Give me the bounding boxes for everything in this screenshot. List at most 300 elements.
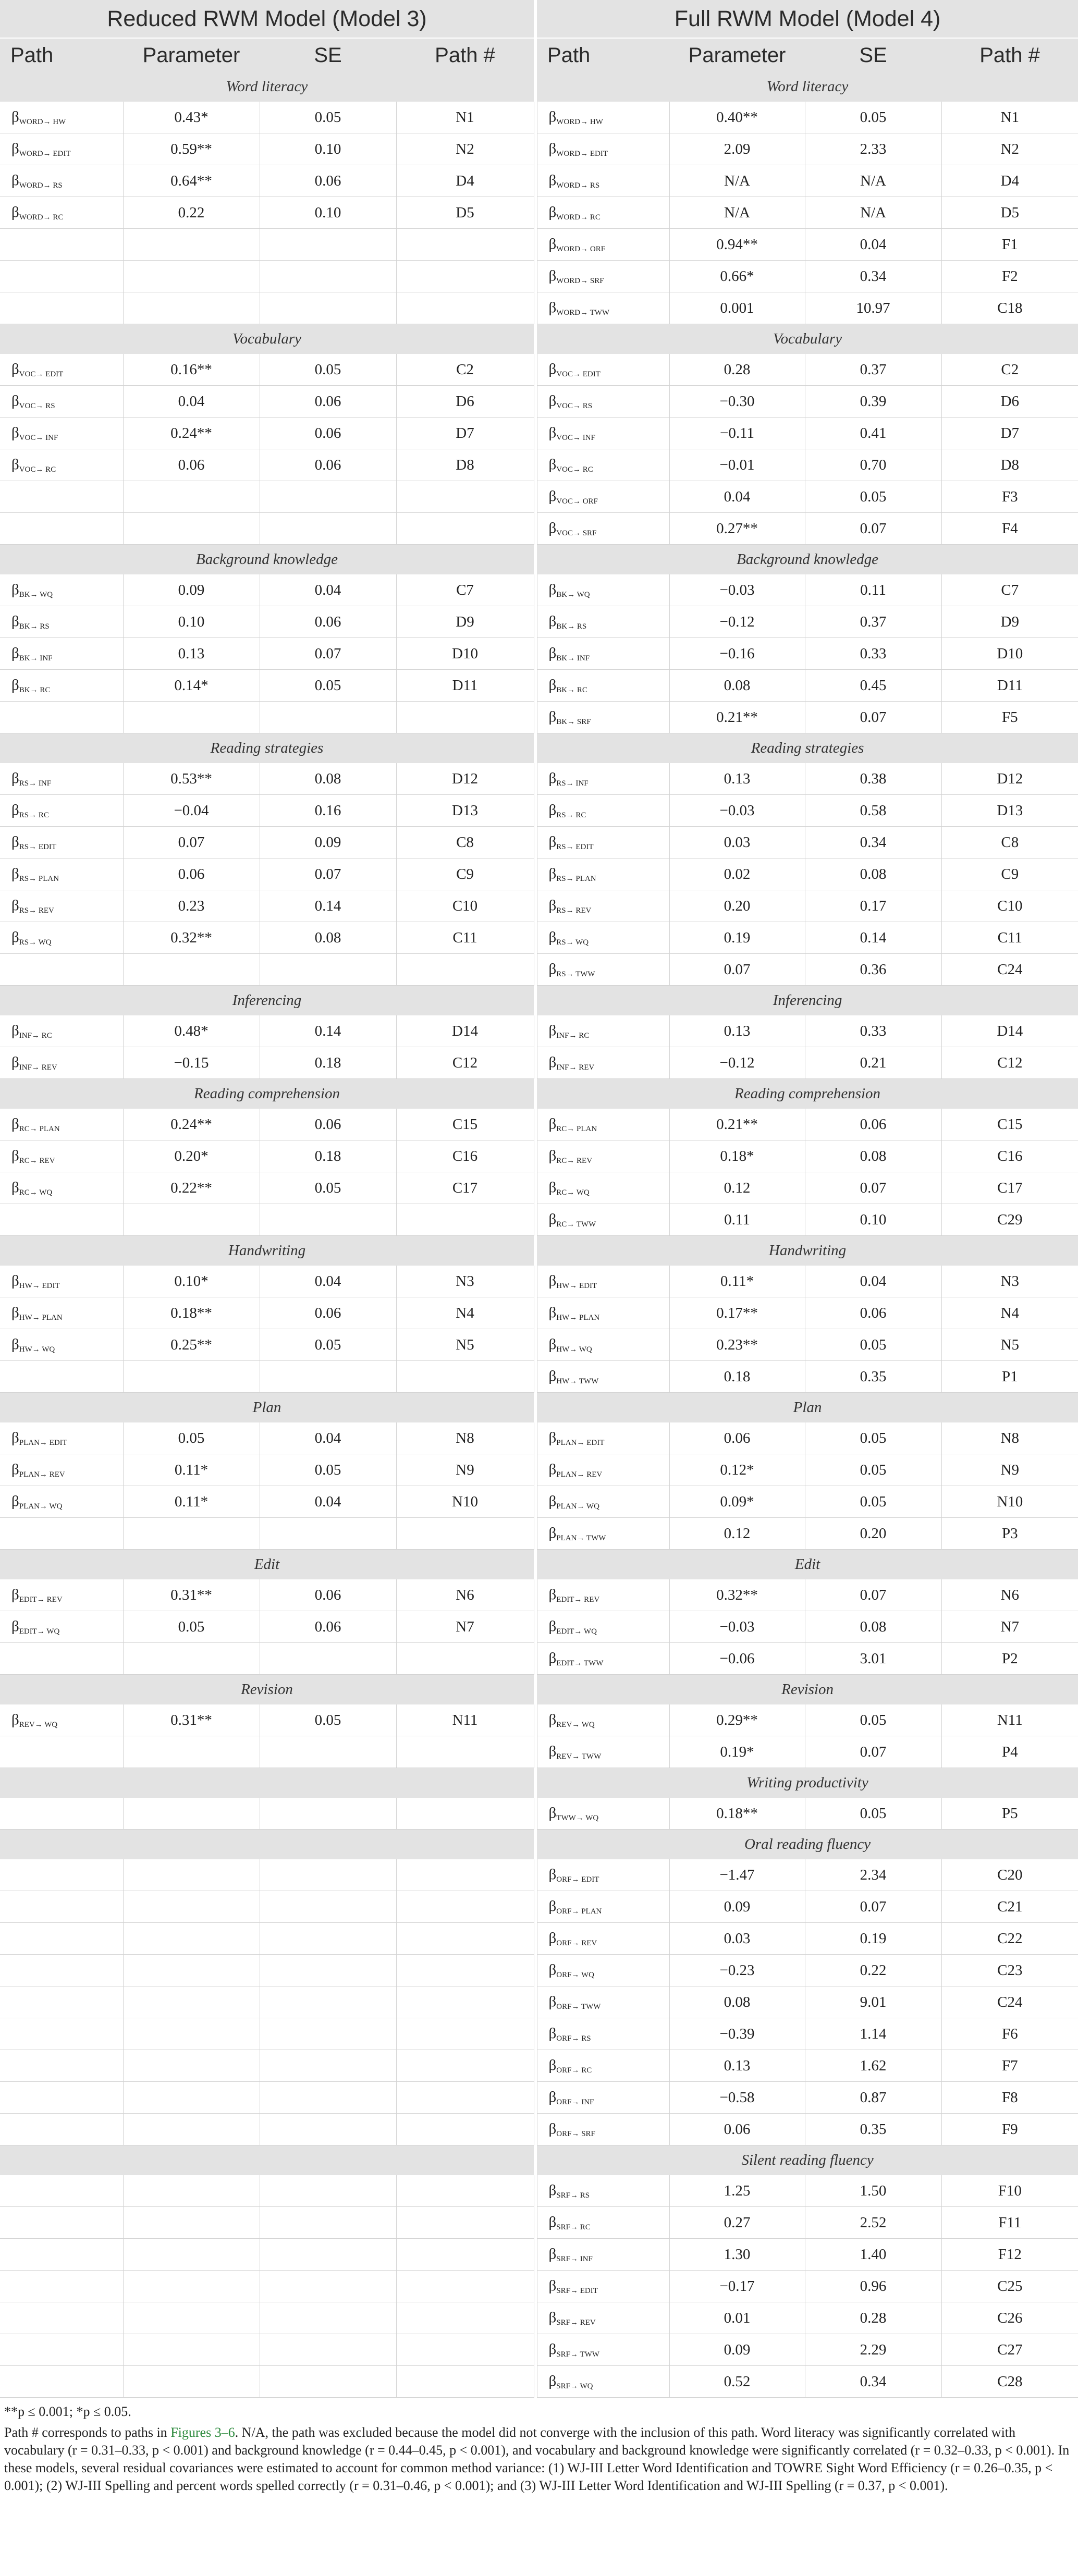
path-cell: $\beta_{REV\to TWW}$ bbox=[537, 1736, 669, 1768]
pathnum-cell: C12 bbox=[941, 1047, 1078, 1079]
se-cell bbox=[260, 292, 396, 324]
parameter-cell bbox=[123, 2082, 260, 2114]
se-cell: 1.14 bbox=[805, 2018, 941, 2050]
section-title-left bbox=[0, 1768, 534, 1798]
table-row bbox=[0, 1986, 1078, 2018]
parameter-cell: 0.94** bbox=[669, 229, 805, 261]
path-cell bbox=[0, 1923, 123, 1955]
section-title-right: Background knowledge bbox=[537, 545, 1078, 575]
section-header-row bbox=[0, 1236, 1078, 1266]
se-cell bbox=[260, 1518, 396, 1550]
section-title-left: Reading strategies bbox=[0, 733, 534, 764]
pathnum-cell: N11 bbox=[941, 1704, 1078, 1736]
table-row bbox=[0, 481, 1078, 513]
pathnum-cell: D4 bbox=[396, 165, 534, 197]
parameter-cell: 0.27** bbox=[669, 513, 805, 545]
parameter-cell: 0.31** bbox=[123, 1579, 260, 1611]
table-row bbox=[0, 606, 1078, 638]
pathnum-cell: C10 bbox=[941, 890, 1078, 922]
se-cell: 0.34 bbox=[805, 827, 941, 858]
se-cell: 0.05 bbox=[805, 1704, 941, 1736]
parameter-cell: 0.11 bbox=[669, 1204, 805, 1236]
pathnum-cell: F10 bbox=[941, 2175, 1078, 2207]
path-cell: $\beta_{PLAN\to TWW}$ bbox=[537, 1518, 669, 1550]
pathnum-cell: N6 bbox=[941, 1579, 1078, 1611]
path-cell: $\beta_{PLAN\to EDIT}$ bbox=[0, 1422, 123, 1454]
se-cell: 9.01 bbox=[805, 1986, 941, 2018]
table-row bbox=[0, 890, 1078, 922]
table-row bbox=[0, 354, 1078, 386]
parameter-cell: 0.01 bbox=[669, 2302, 805, 2334]
table-row bbox=[0, 1204, 1078, 1236]
se-cell: 0.37 bbox=[805, 354, 941, 386]
parameter-cell: 0.18 bbox=[669, 1361, 805, 1393]
pathnum-cell bbox=[396, 2207, 534, 2239]
parameter-cell bbox=[123, 2302, 260, 2334]
parameter-cell: 0.08 bbox=[669, 670, 805, 702]
pathnum-cell: N9 bbox=[941, 1454, 1078, 1486]
table-row bbox=[0, 1486, 1078, 1518]
path-cell: $\beta_{RS\to PLAN}$ bbox=[0, 858, 123, 890]
pathnum-cell: C7 bbox=[396, 574, 534, 606]
path-cell: $\beta_{VOC\to RC}$ bbox=[0, 449, 123, 481]
se-cell: 0.06 bbox=[260, 418, 396, 449]
section-title-left: Inferencing bbox=[0, 986, 534, 1016]
se-cell: 0.34 bbox=[805, 261, 941, 292]
path-cell bbox=[0, 513, 123, 545]
path-cell: $\beta_{ORF\to INF}$ bbox=[537, 2082, 669, 2114]
section-header-row bbox=[0, 324, 1078, 354]
parameter-cell: 0.10* bbox=[123, 1266, 260, 1297]
table-row bbox=[0, 2018, 1078, 2050]
path-cell: $\beta_{RC\to TWW}$ bbox=[537, 1204, 669, 1236]
parameter-cell: 0.28 bbox=[669, 354, 805, 386]
parameter-cell: −0.06 bbox=[669, 1643, 805, 1675]
path-cell: $\beta_{VOC\to RC}$ bbox=[537, 449, 669, 481]
parameter-cell: 0.17** bbox=[669, 1297, 805, 1329]
se-cell: 0.10 bbox=[260, 133, 396, 165]
parameter-cell bbox=[123, 1361, 260, 1393]
se-cell: 0.39 bbox=[805, 386, 941, 418]
se-cell: 0.06 bbox=[260, 1297, 396, 1329]
se-cell: 0.70 bbox=[805, 449, 941, 481]
path-cell: $\beta_{HW\to WQ}$ bbox=[537, 1329, 669, 1361]
section-header-row bbox=[0, 1550, 1078, 1580]
se-cell: 0.10 bbox=[260, 197, 396, 229]
se-cell: N/A bbox=[805, 165, 941, 197]
table-row bbox=[0, 1923, 1078, 1955]
path-cell bbox=[0, 2175, 123, 2207]
path-cell: $\beta_{INF\to REV}$ bbox=[0, 1047, 123, 1079]
pathnum-cell: F1 bbox=[941, 229, 1078, 261]
path-cell: $\beta_{REV\to WQ}$ bbox=[0, 1704, 123, 1736]
model4-title: Full RWM Model (Model 4) bbox=[537, 0, 1078, 38]
se-cell: 0.35 bbox=[805, 2114, 941, 2145]
se-cell: 0.96 bbox=[805, 2271, 941, 2302]
se-cell: 0.58 bbox=[805, 795, 941, 827]
se-cell: 0.11 bbox=[805, 574, 941, 606]
section-header-row bbox=[0, 733, 1078, 764]
se-cell bbox=[260, 2018, 396, 2050]
path-cell: $\beta_{RS\to REV}$ bbox=[537, 890, 669, 922]
se-cell: 2.33 bbox=[805, 133, 941, 165]
se-cell: 3.01 bbox=[805, 1643, 941, 1675]
pathnum-cell: C17 bbox=[396, 1172, 534, 1204]
parameter-cell: 0.11* bbox=[123, 1486, 260, 1518]
pathnum-cell bbox=[396, 2302, 534, 2334]
parameter-cell bbox=[123, 2239, 260, 2271]
path-cell: $\beta_{SRF\to EDIT}$ bbox=[537, 2271, 669, 2302]
parameter-cell: 0.53** bbox=[123, 763, 260, 795]
pathnum-cell: P4 bbox=[941, 1736, 1078, 1768]
path-cell: $\beta_{INF\to RC}$ bbox=[537, 1015, 669, 1047]
path-cell bbox=[0, 954, 123, 986]
section-title-left: Word literacy bbox=[0, 72, 534, 102]
table-row bbox=[0, 2207, 1078, 2239]
section-title-left: Background knowledge bbox=[0, 545, 534, 575]
parameter-cell: −0.11 bbox=[669, 418, 805, 449]
se-cell: 0.05 bbox=[805, 481, 941, 513]
path-cell: $\beta_{VOC\to EDIT}$ bbox=[537, 354, 669, 386]
path-cell: $\beta_{HW\to PLAN}$ bbox=[0, 1297, 123, 1329]
parameter-cell: 1.25 bbox=[669, 2175, 805, 2207]
se-cell: 0.06 bbox=[805, 1109, 941, 1140]
se-cell: 0.07 bbox=[805, 1891, 941, 1923]
se-cell: 0.06 bbox=[260, 449, 396, 481]
se-cell: 0.35 bbox=[805, 1361, 941, 1393]
parameter-cell bbox=[123, 1204, 260, 1236]
table-row bbox=[0, 670, 1078, 702]
parameter-cell bbox=[123, 1891, 260, 1923]
parameter-cell: 0.09* bbox=[669, 1486, 805, 1518]
path-cell bbox=[0, 1518, 123, 1550]
parameter-cell: 0.21** bbox=[669, 1109, 805, 1140]
pathnum-cell: D6 bbox=[941, 386, 1078, 418]
path-cell: $\beta_{ORF\to SRF}$ bbox=[537, 2114, 669, 2145]
path-cell: $\beta_{EDIT\to TWW}$ bbox=[537, 1643, 669, 1675]
se-cell: 0.28 bbox=[805, 2302, 941, 2334]
path-cell: $\beta_{BK\to RC}$ bbox=[537, 670, 669, 702]
parameter-cell: −1.47 bbox=[669, 1859, 805, 1891]
col-pathnum-right: Path # bbox=[941, 38, 1078, 72]
path-cell bbox=[0, 2114, 123, 2145]
path-cell bbox=[0, 2082, 123, 2114]
table-row bbox=[0, 1329, 1078, 1361]
pathnum-cell: C11 bbox=[941, 922, 1078, 954]
table-row bbox=[0, 1454, 1078, 1486]
pathnum-cell: P5 bbox=[941, 1798, 1078, 1830]
path-cell bbox=[0, 1986, 123, 2018]
table-row bbox=[0, 922, 1078, 954]
parameter-cell: 0.13 bbox=[669, 2050, 805, 2082]
pathnum-cell bbox=[396, 513, 534, 545]
se-cell: 2.34 bbox=[805, 1859, 941, 1891]
table-row bbox=[0, 1297, 1078, 1329]
section-title-left: Handwriting bbox=[0, 1236, 534, 1266]
pathnum-cell: P3 bbox=[941, 1518, 1078, 1550]
pathnum-cell: D13 bbox=[941, 795, 1078, 827]
parameter-cell: 0.25** bbox=[123, 1329, 260, 1361]
table-row bbox=[0, 1704, 1078, 1736]
parameter-cell: −0.15 bbox=[123, 1047, 260, 1079]
parameter-cell: 0.64** bbox=[123, 165, 260, 197]
path-cell: $\beta_{VOC\to EDIT}$ bbox=[0, 354, 123, 386]
path-cell: $\beta_{BK\to RS}$ bbox=[0, 606, 123, 638]
pathnum-cell bbox=[396, 2114, 534, 2145]
pathnum-cell bbox=[396, 2082, 534, 2114]
se-cell: 0.06 bbox=[260, 1579, 396, 1611]
section-title-right: Silent reading fluency bbox=[537, 2145, 1078, 2176]
col-parameter-right: Parameter bbox=[669, 38, 805, 72]
pathnum-cell: C15 bbox=[941, 1109, 1078, 1140]
col-se-left: SE bbox=[260, 38, 396, 72]
pathnum-cell: N7 bbox=[941, 1611, 1078, 1643]
path-cell: $\beta_{VOC\to ORF}$ bbox=[537, 481, 669, 513]
se-cell: 0.04 bbox=[260, 1422, 396, 1454]
section-header-row bbox=[0, 2145, 1078, 2176]
se-cell: 0.08 bbox=[260, 922, 396, 954]
path-cell: $\beta_{VOC\to RS}$ bbox=[0, 386, 123, 418]
path-cell bbox=[0, 2271, 123, 2302]
table-row bbox=[0, 1579, 1078, 1611]
se-cell: 0.34 bbox=[805, 2366, 941, 2398]
pathnum-cell: C25 bbox=[941, 2271, 1078, 2302]
pathnum-cell: C8 bbox=[396, 827, 534, 858]
parameter-cell: −0.03 bbox=[669, 1611, 805, 1643]
se-cell: 0.05 bbox=[260, 1172, 396, 1204]
pathnum-cell: N8 bbox=[396, 1422, 534, 1454]
table-row bbox=[0, 954, 1078, 986]
table-row bbox=[0, 2050, 1078, 2082]
table-row bbox=[0, 1015, 1078, 1047]
parameter-cell bbox=[123, 481, 260, 513]
section-title-right: Plan bbox=[537, 1393, 1078, 1423]
parameter-cell bbox=[123, 1955, 260, 1986]
parameter-cell: 0.23 bbox=[123, 890, 260, 922]
se-cell: 0.33 bbox=[805, 1015, 941, 1047]
col-parameter-left: Parameter bbox=[123, 38, 260, 72]
table-row bbox=[0, 513, 1078, 545]
path-cell: $\beta_{BK\to SRF}$ bbox=[537, 702, 669, 733]
path-cell: $\beta_{HW\to PLAN}$ bbox=[537, 1297, 669, 1329]
se-cell: 0.05 bbox=[260, 1454, 396, 1486]
se-cell: 0.04 bbox=[805, 229, 941, 261]
path-cell: $\beta_{EDIT\to REV}$ bbox=[537, 1579, 669, 1611]
se-cell: 0.08 bbox=[805, 1611, 941, 1643]
pathnum-cell: D11 bbox=[396, 670, 534, 702]
pathnum-cell: F11 bbox=[941, 2207, 1078, 2239]
pathnum-cell bbox=[396, 1518, 534, 1550]
significance-note: **p ≤ 0.001; *p ≤ 0.05. bbox=[4, 2404, 131, 2419]
parameter-cell bbox=[123, 2114, 260, 2145]
pathnum-cell: N5 bbox=[941, 1329, 1078, 1361]
se-cell bbox=[260, 954, 396, 986]
pathnum-cell: N8 bbox=[941, 1422, 1078, 1454]
pathnum-cell: D14 bbox=[941, 1015, 1078, 1047]
pathnum-cell: N1 bbox=[941, 102, 1078, 133]
table-row bbox=[0, 574, 1078, 606]
pathnum-cell: C16 bbox=[941, 1140, 1078, 1172]
pathnum-cell: D10 bbox=[941, 638, 1078, 670]
pathnum-cell: C26 bbox=[941, 2302, 1078, 2334]
parameter-cell: 1.30 bbox=[669, 2239, 805, 2271]
se-cell bbox=[260, 481, 396, 513]
se-cell: 0.06 bbox=[260, 606, 396, 638]
se-cell: 0.05 bbox=[805, 1486, 941, 1518]
pathnum-cell: C12 bbox=[396, 1047, 534, 1079]
pathnum-cell: C9 bbox=[941, 858, 1078, 890]
se-cell: 0.05 bbox=[805, 1329, 941, 1361]
parameter-cell: 0.04 bbox=[669, 481, 805, 513]
parameter-cell: 0.06 bbox=[123, 449, 260, 481]
section-header-row bbox=[0, 1675, 1078, 1705]
path-cell: $\beta_{RS\to RC}$ bbox=[537, 795, 669, 827]
table-row bbox=[0, 449, 1078, 481]
path-cell bbox=[0, 292, 123, 324]
path-cell: $\beta_{WORD\to TWW}$ bbox=[537, 292, 669, 324]
pathnum-cell: C2 bbox=[396, 354, 534, 386]
table-row bbox=[0, 827, 1078, 858]
parameter-cell: 0.13 bbox=[669, 763, 805, 795]
pathnum-cell: D11 bbox=[941, 670, 1078, 702]
parameter-cell: 0.07 bbox=[123, 827, 260, 858]
path-cell: $\beta_{HW\to TWW}$ bbox=[537, 1361, 669, 1393]
table-row bbox=[0, 292, 1078, 324]
se-cell: 0.20 bbox=[805, 1518, 941, 1550]
parameter-cell: 0.20 bbox=[669, 890, 805, 922]
path-cell: $\beta_{BK\to WQ}$ bbox=[537, 574, 669, 606]
se-cell: 0.04 bbox=[260, 1266, 396, 1297]
path-cell: $\beta_{PLAN\to EDIT}$ bbox=[537, 1422, 669, 1454]
pathnum-cell: C23 bbox=[941, 1955, 1078, 1986]
path-cell: $\beta_{RS\to EDIT}$ bbox=[537, 827, 669, 858]
table-row bbox=[0, 1643, 1078, 1675]
parameter-cell: N/A bbox=[669, 165, 805, 197]
parameter-cell: 0.07 bbox=[669, 954, 805, 986]
pathnum-cell: F5 bbox=[941, 702, 1078, 733]
parameter-cell: 0.09 bbox=[669, 1891, 805, 1923]
parameter-cell: 0.12 bbox=[669, 1518, 805, 1550]
parameter-cell: −0.30 bbox=[669, 386, 805, 418]
path-cell: $\beta_{ORF\to PLAN}$ bbox=[537, 1891, 669, 1923]
se-cell: 0.05 bbox=[805, 1422, 941, 1454]
table-row bbox=[0, 386, 1078, 418]
table-row bbox=[0, 763, 1078, 795]
path-cell bbox=[0, 261, 123, 292]
path-cell bbox=[0, 2366, 123, 2398]
pathnum-cell: C24 bbox=[941, 1986, 1078, 2018]
parameter-cell: −0.12 bbox=[669, 1047, 805, 1079]
se-cell: 0.06 bbox=[260, 386, 396, 418]
parameter-cell: 0.48* bbox=[123, 1015, 260, 1047]
pathnum-cell bbox=[396, 229, 534, 261]
pathnum-cell: F9 bbox=[941, 2114, 1078, 2145]
se-cell: 0.08 bbox=[260, 763, 396, 795]
parameter-cell: 0.13 bbox=[123, 638, 260, 670]
pathnum-cell bbox=[396, 2366, 534, 2398]
path-cell: $\beta_{SRF\to RC}$ bbox=[537, 2207, 669, 2239]
parameter-cell bbox=[123, 2207, 260, 2239]
se-cell: 0.19 bbox=[805, 1923, 941, 1955]
parameter-cell: 0.18** bbox=[669, 1798, 805, 1830]
parameter-cell bbox=[123, 261, 260, 292]
path-cell: $\beta_{RS\to REV}$ bbox=[0, 890, 123, 922]
parameter-cell: 0.14* bbox=[123, 670, 260, 702]
path-cell: $\beta_{PLAN\to REV}$ bbox=[0, 1454, 123, 1486]
parameter-cell: −0.04 bbox=[123, 795, 260, 827]
path-cell: $\beta_{RC\to REV}$ bbox=[537, 1140, 669, 1172]
se-cell: 0.14 bbox=[805, 922, 941, 954]
section-title-right: Word literacy bbox=[537, 72, 1078, 102]
parameter-cell bbox=[123, 2334, 260, 2366]
se-cell: 0.05 bbox=[805, 1798, 941, 1830]
parameter-cell bbox=[123, 954, 260, 986]
parameter-cell: N/A bbox=[669, 197, 805, 229]
parameter-cell: 0.02 bbox=[669, 858, 805, 890]
table-row bbox=[0, 2271, 1078, 2302]
parameter-cell: 0.19 bbox=[669, 922, 805, 954]
parameter-cell: 0.13 bbox=[669, 1015, 805, 1047]
table-row bbox=[0, 2114, 1078, 2145]
se-cell: 0.22 bbox=[805, 1955, 941, 1986]
parameter-cell: 0.19* bbox=[669, 1736, 805, 1768]
parameter-cell: 0.18** bbox=[123, 1297, 260, 1329]
parameter-cell bbox=[123, 2175, 260, 2207]
se-cell: 0.04 bbox=[805, 1266, 941, 1297]
table-row bbox=[0, 638, 1078, 670]
path-cell: $\beta_{RC\to WQ}$ bbox=[0, 1172, 123, 1204]
parameter-cell: 0.52 bbox=[669, 2366, 805, 2398]
pathnum-cell: D5 bbox=[941, 197, 1078, 229]
footnote: Path # corresponds to paths in Figures 3–6. N/A, the path was excluded because the model did not converge with the inclusion of this path. Word literacy was significantly correlated with vocabulary (r = 0.31–0.33, p < 0.001) and background knowledge (r = 0.44–0.45, p < 0.001), and vocabulary and background knowledge were significantly correlated (r = 0.32–0.33, p < 0.001). In these models, several residual covariances were estimated to account for common method variance: (1) WJ-III Letter Word Identification and TOWRE Sight Word Efficiency (r = 0.26–0.35, p < 0.001); (2) WJ-III Spelling and percent words spelled correctly (r = 0.31–0.46, p < 0.001); and (3) WJ-III Letter Word Identification and WJ-III Spelling (r = 0.37, p < 0.001). bbox=[4, 2425, 1070, 2493]
se-cell: 0.16 bbox=[260, 795, 396, 827]
parameter-cell: 0.11* bbox=[123, 1454, 260, 1486]
parameter-cell bbox=[123, 702, 260, 733]
table-row bbox=[0, 229, 1078, 261]
path-cell: $\beta_{ORF\to EDIT}$ bbox=[537, 1859, 669, 1891]
se-cell: 0.06 bbox=[260, 165, 396, 197]
path-cell: $\beta_{WORD\to RC}$ bbox=[537, 197, 669, 229]
pathnum-cell bbox=[396, 1736, 534, 1768]
path-cell: $\beta_{RC\to PLAN}$ bbox=[537, 1109, 669, 1140]
path-cell: $\beta_{RS\to INF}$ bbox=[0, 763, 123, 795]
pathnum-cell: F6 bbox=[941, 2018, 1078, 2050]
section-title-left: Edit bbox=[0, 1550, 534, 1580]
pathnum-cell: D10 bbox=[396, 638, 534, 670]
section-header-row bbox=[0, 72, 1078, 102]
path-cell bbox=[0, 1361, 123, 1393]
parameter-cell: 0.16** bbox=[123, 354, 260, 386]
se-cell: 1.62 bbox=[805, 2050, 941, 2082]
path-cell: $\beta_{HW\to WQ}$ bbox=[0, 1329, 123, 1361]
path-cell: $\beta_{INF\to REV}$ bbox=[537, 1047, 669, 1079]
parameter-cell: −0.58 bbox=[669, 2082, 805, 2114]
pathnum-cell: C22 bbox=[941, 1923, 1078, 1955]
parameter-cell: −0.12 bbox=[669, 606, 805, 638]
pathnum-cell: N10 bbox=[941, 1486, 1078, 1518]
parameter-cell bbox=[123, 1736, 260, 1768]
figures-link[interactable]: Figures 3–6 bbox=[170, 2425, 235, 2440]
se-cell: 0.07 bbox=[805, 702, 941, 733]
section-title-left: Reading comprehension bbox=[0, 1079, 534, 1109]
parameter-cell bbox=[123, 2366, 260, 2398]
path-cell: $\beta_{VOC\to INF}$ bbox=[0, 418, 123, 449]
path-cell: $\beta_{INF\to RC}$ bbox=[0, 1015, 123, 1047]
pathnum-cell: P1 bbox=[941, 1361, 1078, 1393]
section-header-row bbox=[0, 1393, 1078, 1423]
pathnum-cell: D9 bbox=[396, 606, 534, 638]
path-cell: $\beta_{SRF\to REV}$ bbox=[537, 2302, 669, 2334]
